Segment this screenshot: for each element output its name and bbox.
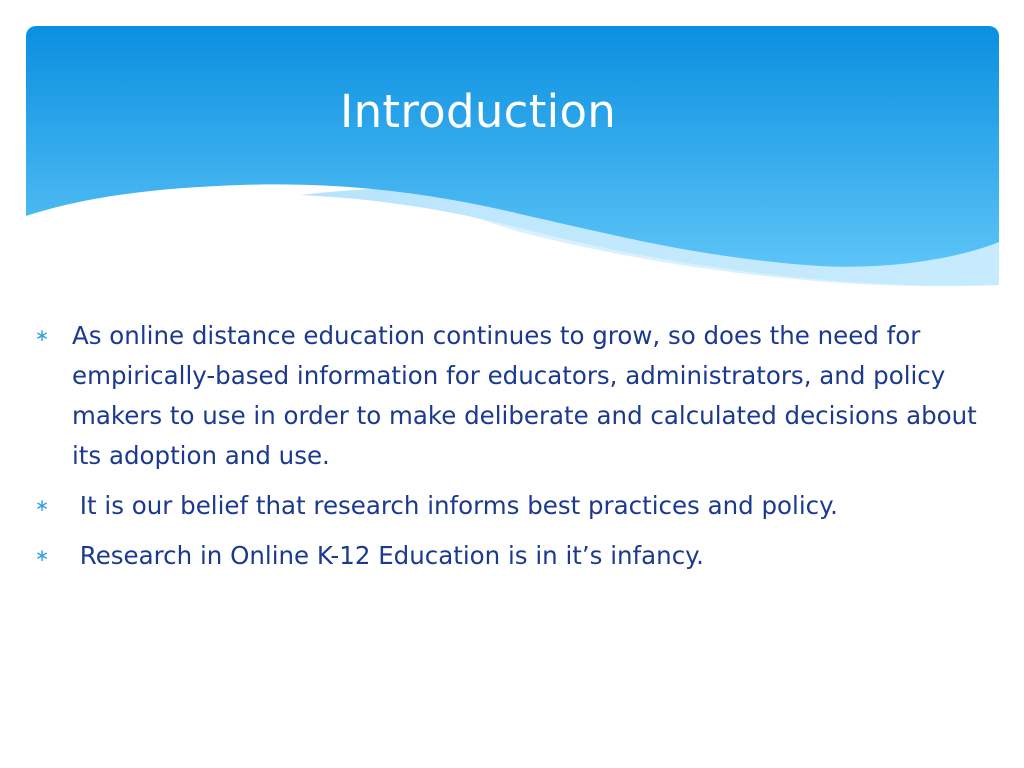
header-wave-background <box>0 0 1024 300</box>
bullet-text: It is our belief that research informs best practices and policy. <box>72 491 838 520</box>
slide-title: Introduction <box>340 85 617 138</box>
bullet-asterisk-icon: ∗ <box>34 326 50 346</box>
bullet-asterisk-icon: ∗ <box>34 496 50 516</box>
bullet-item <box>32 536 992 576</box>
bullet-item <box>32 486 992 526</box>
bullet-list <box>32 316 992 586</box>
bullet-asterisk-icon: ∗ <box>34 546 50 566</box>
bullet-text: As online distance education continues to grow, so does the need for empirically-based information for educators, administrators, and policy makers to use in order to make deliberate and calculated decisions about its adoption and use. <box>72 321 977 470</box>
bullet-item <box>32 316 992 476</box>
main-wave <box>26 26 999 267</box>
bullet-text: Research in Online K-12 Education is in it’s infancy. <box>72 541 704 570</box>
